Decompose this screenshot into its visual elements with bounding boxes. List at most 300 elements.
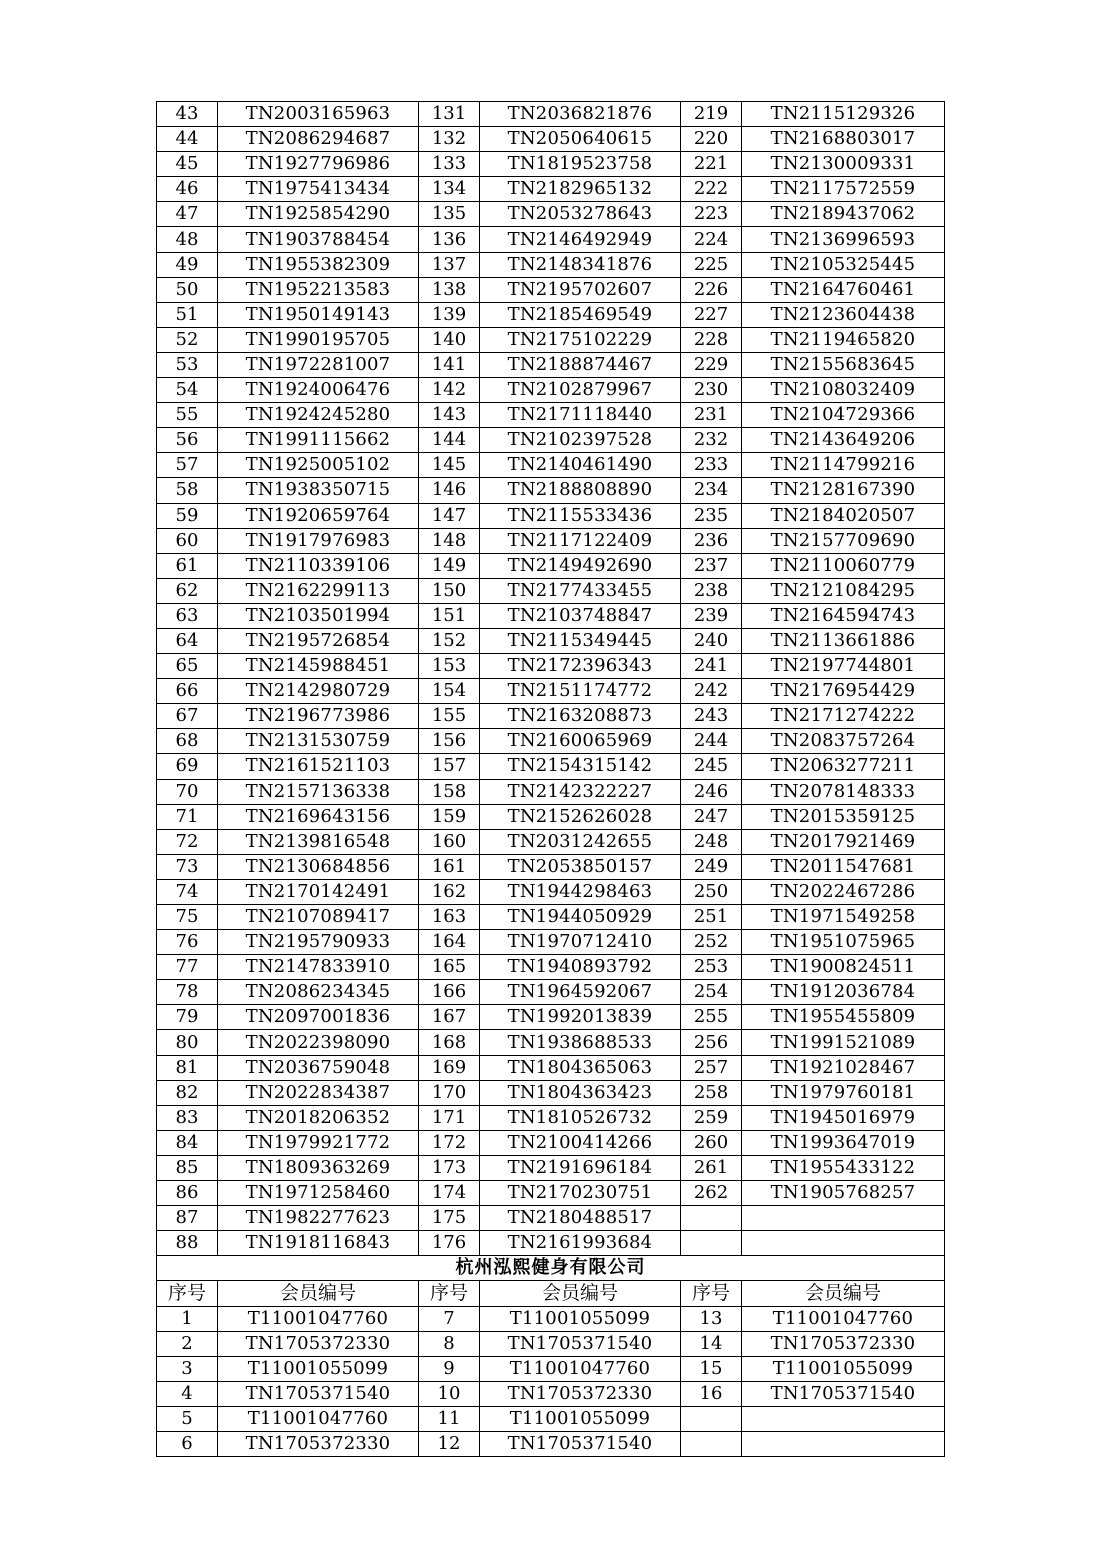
member-code-cell: TN2053278643 [480,202,681,227]
seq-number-cell: 219 [681,102,742,127]
seq-number-cell: 77 [157,955,218,980]
seq-number-cell: 139 [419,302,480,327]
member-code-cell: TN2117122409 [480,528,681,553]
seq-number-cell: 72 [157,829,218,854]
seq-number-cell: 4 [157,1381,218,1406]
member-code-cell [742,1431,945,1456]
member-code-cell: TN2170230751 [480,1181,681,1206]
seq-number-cell: 136 [419,227,480,252]
table-row [157,1231,945,1256]
member-code-cell: TN2195790933 [218,930,419,955]
table-row [157,428,945,453]
member-code-cell: TN1938688533 [480,1030,681,1055]
seq-number-cell: 250 [681,879,742,904]
table-row [157,177,945,202]
member-table-body [157,102,945,1457]
seq-number-cell: 257 [681,1055,742,1080]
member-code-cell: TN2164760461 [742,277,945,302]
table-row [157,503,945,528]
seq-number-cell: 232 [681,428,742,453]
seq-number-cell: 154 [419,679,480,704]
seq-number-cell: 56 [157,428,218,453]
seq-number-cell: 150 [419,578,480,603]
seq-number-cell: 78 [157,980,218,1005]
member-code-cell: TN2180488517 [480,1206,681,1231]
table-row [157,628,945,653]
member-code-cell: TN1975413434 [218,177,419,202]
seq-number-cell: 79 [157,1005,218,1030]
seq-number-cell: 253 [681,955,742,980]
member-code-cell: TN2195702607 [480,277,681,302]
seq-number-cell: 76 [157,930,218,955]
seq-number-cell: 237 [681,553,742,578]
table-row [157,603,945,628]
table-row [157,980,945,1005]
member-code-cell: TN2131530759 [218,729,419,754]
seq-number-cell: 169 [419,1055,480,1080]
seq-number-cell: 261 [681,1155,742,1180]
seq-number-cell: 148 [419,528,480,553]
member-code-cell: TN2108032409 [742,378,945,403]
seq-number-cell: 252 [681,930,742,955]
table-row [157,252,945,277]
seq-number-cell: 44 [157,127,218,152]
seq-number-cell: 62 [157,578,218,603]
seq-number-cell: 239 [681,603,742,628]
seq-number-cell: 243 [681,704,742,729]
member-code-cell: TN2036759048 [218,1055,419,1080]
seq-number-cell: 145 [419,453,480,478]
member-code-cell: TN2196773986 [218,704,419,729]
seq-number-cell: 6 [157,1431,218,1456]
member-code-cell: TN2113661886 [742,628,945,653]
header-member-code: 会员编号 [480,1281,681,1306]
member-code-cell: TN2182965132 [480,177,681,202]
member-code-cell: TN2146492949 [480,227,681,252]
member-code-cell: TN2117572559 [742,177,945,202]
member-code-cell: TN2143649206 [742,428,945,453]
table-row [157,854,945,879]
member-code-cell [742,1406,945,1431]
seq-number-cell: 259 [681,1105,742,1130]
seq-number-cell: 147 [419,503,480,528]
member-code-cell: TN1705372330 [218,1331,419,1356]
member-code-cell [742,1206,945,1231]
header-member-code: 会员编号 [218,1281,419,1306]
seq-number-cell [681,1206,742,1231]
seq-number-cell: 131 [419,102,480,127]
table-row [157,1306,945,1331]
seq-number-cell: 64 [157,628,218,653]
member-code-cell: TN2161993684 [480,1231,681,1256]
seq-number-cell: 59 [157,503,218,528]
seq-number-cell: 14 [681,1331,742,1356]
member-code-cell: TN2015359125 [742,804,945,829]
seq-number-cell: 233 [681,453,742,478]
member-code-cell: TN2103748847 [480,603,681,628]
member-code-cell: TN2128167390 [742,478,945,503]
member-code-cell: T11001055099 [480,1406,681,1431]
member-code-cell: T11001055099 [218,1356,419,1381]
seq-number-cell: 12 [419,1431,480,1456]
member-code-cell: TN2169643156 [218,804,419,829]
seq-number-cell: 61 [157,553,218,578]
seq-number-cell: 247 [681,804,742,829]
member-code-cell: TN1979760181 [742,1080,945,1105]
member-code-cell: T11001055099 [480,1306,681,1331]
member-code-cell: TN2175102229 [480,327,681,352]
seq-number-cell: 71 [157,804,218,829]
seq-number-cell: 134 [419,177,480,202]
member-code-cell: TN2155683645 [742,352,945,377]
seq-number-cell: 258 [681,1080,742,1105]
member-code-cell: TN1903788454 [218,227,419,252]
seq-number-cell: 227 [681,302,742,327]
member-code-cell: TN2083757264 [742,729,945,754]
seq-number-cell: 60 [157,528,218,553]
member-code-cell: TN2053850157 [480,854,681,879]
seq-number-cell: 81 [157,1055,218,1080]
member-code-cell: TN2107089417 [218,905,419,930]
seq-number-cell: 170 [419,1080,480,1105]
member-code-cell: TN2063277211 [742,754,945,779]
seq-number-cell: 245 [681,754,742,779]
seq-number-cell: 74 [157,879,218,904]
seq-number-cell: 151 [419,603,480,628]
member-code-cell: TN1951075965 [742,930,945,955]
member-code-cell: TN2017921469 [742,829,945,854]
seq-number-cell: 173 [419,1155,480,1180]
table-row [157,378,945,403]
member-code-cell [742,1231,945,1256]
table-row [157,1331,945,1356]
member-table [156,101,945,1457]
table-row [157,102,945,127]
member-code-cell: TN2139816548 [218,829,419,854]
member-code-cell: TN2022834387 [218,1080,419,1105]
member-code-cell: TN2168803017 [742,127,945,152]
seq-number-cell: 167 [419,1005,480,1030]
seq-number-cell: 144 [419,428,480,453]
seq-number-cell: 87 [157,1206,218,1231]
seq-number-cell: 156 [419,729,480,754]
member-code-cell: TN2036821876 [480,102,681,127]
table-row [157,553,945,578]
seq-number-cell: 47 [157,202,218,227]
seq-number-cell: 222 [681,177,742,202]
table-row [157,1431,945,1456]
member-code-cell: TN2119465820 [742,327,945,352]
seq-number-cell: 161 [419,854,480,879]
member-code-cell: TN2171274222 [742,704,945,729]
seq-number-cell: 226 [681,277,742,302]
member-code-cell: T11001047760 [742,1306,945,1331]
member-code-cell: TN1705372330 [742,1331,945,1356]
member-code-cell: TN1990195705 [218,327,419,352]
member-code-cell: TN2003165963 [218,102,419,127]
seq-number-cell: 262 [681,1181,742,1206]
member-code-cell: TN2172396343 [480,654,681,679]
seq-number-cell: 85 [157,1155,218,1180]
member-code-cell: TN1917976983 [218,528,419,553]
member-code-cell: TN1705371540 [480,1331,681,1356]
seq-number-cell: 137 [419,252,480,277]
table-row [157,578,945,603]
member-code-cell: TN1964592067 [480,980,681,1005]
header-seq: 序号 [419,1281,480,1306]
member-code-cell: TN2050640615 [480,127,681,152]
member-code-cell: TN2104729366 [742,403,945,428]
seq-number-cell: 168 [419,1030,480,1055]
member-code-cell: TN1705372330 [480,1381,681,1406]
member-code-cell: TN2105325445 [742,252,945,277]
member-code-cell: TN1924006476 [218,378,419,403]
member-code-cell: T11001047760 [218,1406,419,1431]
table-row [157,779,945,804]
seq-number-cell: 143 [419,403,480,428]
member-code-cell: TN1955382309 [218,252,419,277]
member-code-cell: TN1950149143 [218,302,419,327]
member-code-cell: TN1912036784 [742,980,945,1005]
seq-number-cell: 159 [419,804,480,829]
table-row [157,930,945,955]
member-code-cell: TN2142980729 [218,679,419,704]
seq-number-cell: 176 [419,1231,480,1256]
table-row [157,829,945,854]
seq-number-cell: 55 [157,403,218,428]
table-row [157,202,945,227]
seq-number-cell: 225 [681,252,742,277]
table-row [157,1356,945,1381]
member-code-cell: TN2189437062 [742,202,945,227]
member-code-cell: TN2130684856 [218,854,419,879]
member-code-cell: TN2161521103 [218,754,419,779]
member-code-cell: TN2149492690 [480,553,681,578]
member-code-cell: TN2115129326 [742,102,945,127]
member-code-cell: TN2086234345 [218,980,419,1005]
member-code-cell: TN2163208873 [480,704,681,729]
seq-number-cell: 13 [681,1306,742,1331]
member-code-cell: TN1992013839 [480,1005,681,1030]
seq-number-cell: 83 [157,1105,218,1130]
seq-number-cell: 254 [681,980,742,1005]
seq-number-cell: 164 [419,930,480,955]
seq-number-cell: 2 [157,1331,218,1356]
seq-number-cell: 223 [681,202,742,227]
seq-number-cell: 241 [681,654,742,679]
member-code-cell: TN1991521089 [742,1030,945,1055]
member-code-cell: TN1979921772 [218,1130,419,1155]
seq-number-cell: 141 [419,352,480,377]
seq-number-cell: 152 [419,628,480,653]
company-title-row [157,1256,945,1281]
seq-number-cell: 231 [681,403,742,428]
member-code-cell: TN2018206352 [218,1105,419,1130]
table-row [157,729,945,754]
member-code-cell: TN2097001836 [218,1005,419,1030]
member-code-cell: TN1982277623 [218,1206,419,1231]
seq-number-cell: 172 [419,1130,480,1155]
member-code-cell: TN1970712410 [480,930,681,955]
member-code-cell: T11001047760 [218,1306,419,1331]
member-code-cell: TN1705372330 [218,1431,419,1456]
seq-number-cell: 63 [157,603,218,628]
member-code-cell: TN1809363269 [218,1155,419,1180]
table-row [157,1206,945,1231]
seq-number-cell: 224 [681,227,742,252]
member-code-cell: TN1991115662 [218,428,419,453]
seq-number-cell: 1 [157,1306,218,1331]
member-code-cell: TN2142322227 [480,779,681,804]
seq-number-cell: 220 [681,127,742,152]
seq-number-cell: 155 [419,704,480,729]
seq-number-cell [681,1431,742,1456]
table-row [157,1105,945,1130]
member-code-cell: TN2151174772 [480,679,681,704]
seq-number-cell: 82 [157,1080,218,1105]
member-code-cell: TN2078148333 [742,779,945,804]
seq-number-cell [681,1231,742,1256]
table-row [157,905,945,930]
member-code-cell: TN2130009331 [742,152,945,177]
member-code-cell: TN2170142491 [218,879,419,904]
table-row [157,1055,945,1080]
seq-number-cell: 10 [419,1381,480,1406]
member-code-cell: TN1900824511 [742,955,945,980]
member-code-cell: TN1944298463 [480,879,681,904]
table-row [157,754,945,779]
member-code-cell: TN2136996593 [742,227,945,252]
member-code-cell: TN1972281007 [218,352,419,377]
seq-number-cell: 7 [419,1306,480,1331]
seq-number-cell: 242 [681,679,742,704]
seq-number-cell: 162 [419,879,480,904]
table-row [157,804,945,829]
member-code-cell: TN1819523758 [480,152,681,177]
seq-number-cell: 229 [681,352,742,377]
table-row [157,152,945,177]
seq-number-cell: 5 [157,1406,218,1431]
member-code-cell: TN2110060779 [742,553,945,578]
seq-number-cell: 65 [157,654,218,679]
member-code-cell: TN2022398090 [218,1030,419,1055]
seq-number-cell: 228 [681,327,742,352]
table-row [157,352,945,377]
seq-number-cell: 251 [681,905,742,930]
seq-number-cell: 133 [419,152,480,177]
member-code-cell: TN2011547681 [742,854,945,879]
seq-number-cell: 246 [681,779,742,804]
member-code-cell: TN1924245280 [218,403,419,428]
table-row [157,1030,945,1055]
member-code-cell: TN1945016979 [742,1105,945,1130]
seq-number-cell: 68 [157,729,218,754]
seq-number-cell: 171 [419,1105,480,1130]
seq-number-cell: 235 [681,503,742,528]
seq-number-cell: 175 [419,1206,480,1231]
seq-number-cell: 256 [681,1030,742,1055]
seq-number-cell: 43 [157,102,218,127]
table-row [157,302,945,327]
member-code-cell: TN1938350715 [218,478,419,503]
member-code-cell: TN1952213583 [218,277,419,302]
member-code-cell: TN2157709690 [742,528,945,553]
member-code-cell: TN2114799216 [742,453,945,478]
member-code-cell: TN2100414266 [480,1130,681,1155]
member-code-cell: TN1925854290 [218,202,419,227]
seq-number-cell: 234 [681,478,742,503]
member-code-cell: TN2086294687 [218,127,419,152]
seq-number-cell: 238 [681,578,742,603]
company-title: 杭州泓熙健身有限公司 [157,1256,945,1281]
member-code-cell: TN1705371540 [742,1381,945,1406]
seq-number-cell: 244 [681,729,742,754]
seq-number-cell: 48 [157,227,218,252]
member-code-cell: TN2121084295 [742,578,945,603]
member-code-cell: TN2162299113 [218,578,419,603]
member-code-cell: TN1971258460 [218,1181,419,1206]
member-code-cell: TN2115349445 [480,628,681,653]
seq-number-cell: 8 [419,1331,480,1356]
member-code-cell: TN1905768257 [742,1181,945,1206]
table-row [157,227,945,252]
member-code-cell: TN1955433122 [742,1155,945,1180]
seq-number-cell: 50 [157,277,218,302]
seq-number-cell: 46 [157,177,218,202]
seq-number-cell: 138 [419,277,480,302]
seq-number-cell: 51 [157,302,218,327]
table-row [157,1005,945,1030]
seq-number-cell: 15 [681,1356,742,1381]
member-code-cell: TN2102397528 [480,428,681,453]
seq-number-cell: 11 [419,1406,480,1431]
table-row [157,1406,945,1431]
member-code-cell: TN2145988451 [218,654,419,679]
member-code-cell: TN1927796986 [218,152,419,177]
member-code-cell: TN2195726854 [218,628,419,653]
table-row [157,327,945,352]
header-row [157,1281,945,1306]
table-row [157,1130,945,1155]
seq-number-cell: 255 [681,1005,742,1030]
seq-number-cell: 57 [157,453,218,478]
member-code-cell: TN2148341876 [480,252,681,277]
seq-number-cell: 135 [419,202,480,227]
seq-number-cell: 236 [681,528,742,553]
member-code-cell: TN2031242655 [480,829,681,854]
seq-number-cell: 67 [157,704,218,729]
member-code-cell: TN2152626028 [480,804,681,829]
table-row [157,955,945,980]
table-row [157,879,945,904]
seq-number-cell: 174 [419,1181,480,1206]
seq-number-cell: 3 [157,1356,218,1381]
member-code-cell: TN2176954429 [742,679,945,704]
member-code-cell: TN2160065969 [480,729,681,754]
table-row [157,1080,945,1105]
header-seq: 序号 [157,1281,218,1306]
seq-number-cell: 132 [419,127,480,152]
member-code-cell: T11001055099 [742,1356,945,1381]
member-code-cell: TN2164594743 [742,603,945,628]
seq-number-cell: 166 [419,980,480,1005]
member-code-cell: TN2110339106 [218,553,419,578]
seq-number-cell: 86 [157,1181,218,1206]
member-code-cell: TN2188874467 [480,352,681,377]
table-row [157,453,945,478]
seq-number-cell: 80 [157,1030,218,1055]
table-row [157,403,945,428]
